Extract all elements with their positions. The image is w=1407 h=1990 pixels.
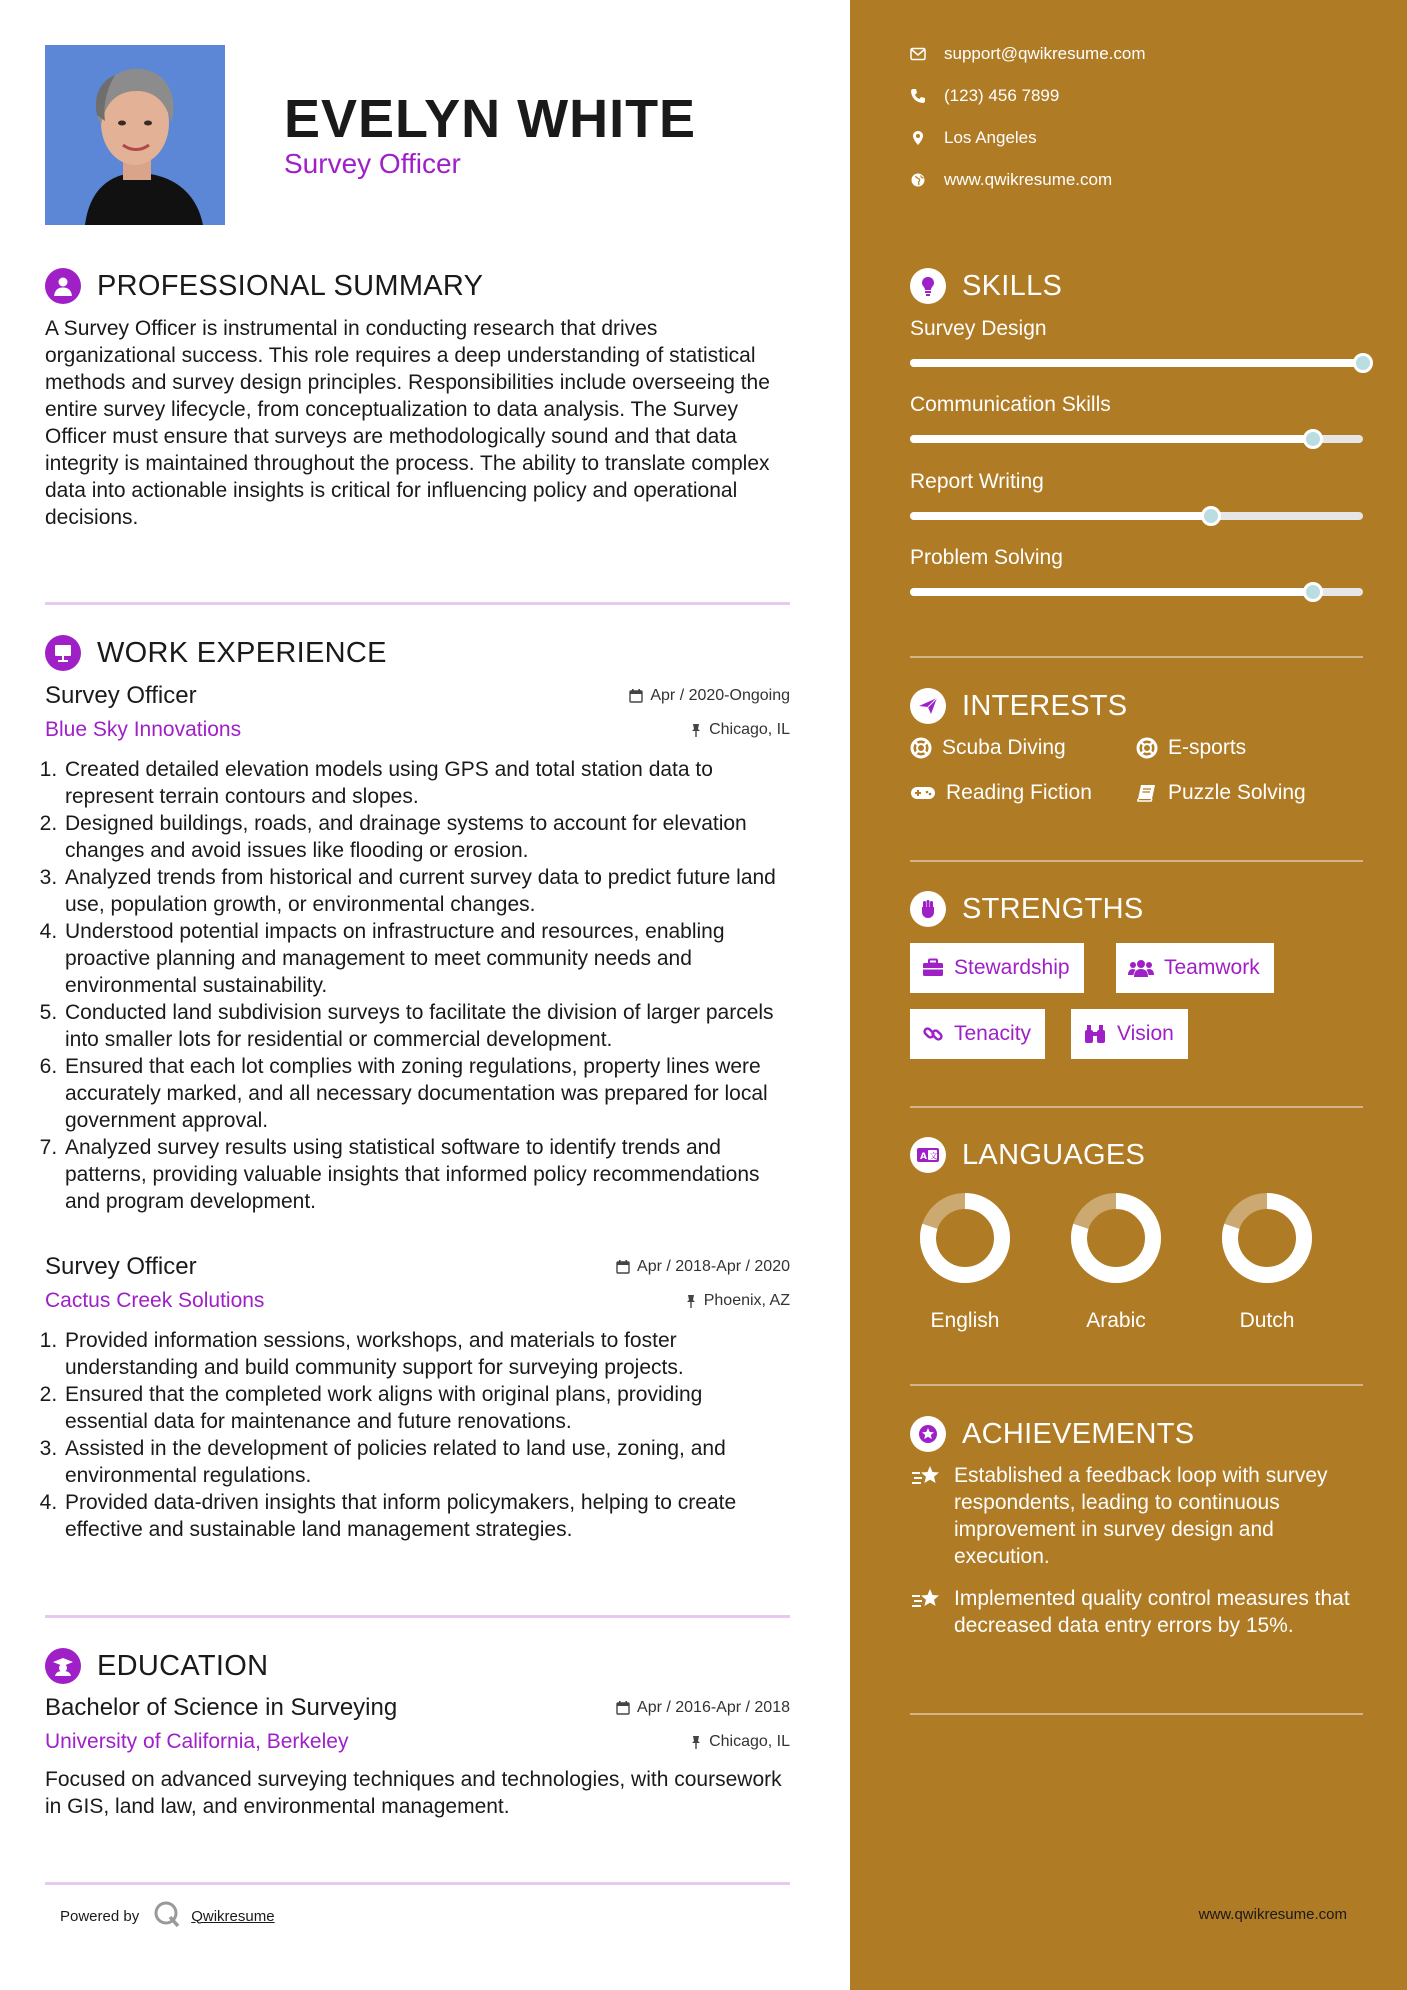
skill-knob [1201,506,1221,526]
contact-website: www.qwikresume.com [910,170,1112,190]
mail-icon [910,47,926,61]
user-icon [45,268,81,304]
svg-text:文: 文 [929,1151,938,1161]
translate-icon [910,1137,946,1173]
interest-item: E-sports [1136,736,1246,760]
job-location: Chicago, IL [690,721,790,739]
strength-badge: Vision [1071,1009,1188,1059]
powered-by: Powered by Qwikresume [60,1900,275,1932]
globe-icon [910,172,926,188]
binoculars-icon [1083,1023,1107,1045]
language-name: Arabic [1086,1309,1146,1332]
interest-item: Puzzle Solving [1136,781,1306,805]
shooting-star-icon [910,1464,944,1490]
divider [910,1106,1363,1108]
profile-photo [45,45,225,225]
contact-email: support@qwikresume.com [910,44,1146,64]
language-name: English [930,1309,1000,1332]
job-dates: Apr / 2020-Ongoing [629,687,790,705]
experience-heading: WORK EXPERIENCE [45,635,387,671]
summary-text: A Survey Officer is instrumental in conducting research that drives organizational success. This role requires a deep understanding of statistical methods and survey design principles. Responsibilities include overseeing the entire survey lifecycle, from conceptualization to data analysis. The Survey Officer must ensure that surveys are methodologically sound and that data integrity is maintained throughout the process. The ability to translate complex data into actionable insights is critical for influencing policy and operational decisions. [45,317,770,529]
qwikresume-logo-icon [153,1900,181,1932]
list-item: 6. Ensured that each lot complies with zoning regulations, property lines were accurately marked, and all necessary documentation was prepared for local government approval. [63,1053,790,1134]
skill-bar [910,435,1363,443]
contact-phone: (123) 456 7899 [910,86,1059,106]
education-description: Focused on advanced surveying techniques and technologies, with coursework in GIS, land law, and environmental management. [45,1768,782,1818]
skill-item [910,317,1363,367]
job-dates: Apr / 2018-Apr / 2020 [616,1258,790,1276]
list-item: 3. Analyzed trends from historical and current survey data to predict future land use, population growth, or environmental changes. [63,864,790,918]
skill-knob [1303,429,1323,449]
language-ring [1212,1190,1322,1290]
language-ring [910,1190,1020,1290]
lifebuoy-icon [1136,737,1158,759]
location-pin-icon [910,130,926,146]
education-location: Chicago, IL [690,1733,790,1751]
skill-name: Communication Skills [910,393,1111,416]
divider [910,656,1363,658]
language-item [910,1190,1020,1333]
education-dates: Apr / 2016-Apr / 2018 [616,1699,790,1717]
divider [45,1882,790,1885]
link-icon [922,1023,944,1045]
calendar-icon [629,689,643,703]
job-location: Phoenix, AZ [685,1292,790,1310]
skill-bar [910,588,1363,596]
achievements-heading: ACHIEVEMENTS [910,1416,1194,1452]
achievement-item: Established a feedback loop with survey respondents, leading to continuous improvement in survey design and execution. [910,1462,1363,1570]
skill-fill [910,512,1211,520]
skill-name: Survey Design [910,317,1047,340]
job-bullets [45,1327,790,1543]
list-item: 4. Understood potential impacts on infrastructure and resources, enabling proactive planning and management to meet community needs and environmental sustainability. [63,918,790,999]
job-company: Cactus Creek Solutions [45,1289,265,1312]
book-icon [1136,782,1158,804]
languages-heading: A 文 LANGUAGES [910,1137,1145,1173]
candidate-title: Survey Officer [284,148,461,179]
language-item [1212,1190,1322,1333]
skill-knob [1353,353,1373,373]
shooting-star-icon [910,1587,944,1613]
strength-badge: Tenacity [910,1009,1045,1059]
language-ring [1061,1190,1171,1290]
job-role: Survey Officer [45,1253,197,1280]
footer-website: www.qwikresume.com [1198,1906,1347,1923]
skill-fill [910,588,1313,596]
skill-name: Report Writing [910,470,1044,493]
list-item: 3. Assisted in the development of policies related to land use, zoning, and environmental regulations. [63,1435,790,1489]
skills-heading: SKILLS [910,268,1062,304]
job-company: Blue Sky Innovations [45,718,242,741]
skill-item [910,546,1363,596]
contact-location: Los Angeles [910,128,1037,148]
skill-fill [910,435,1313,443]
qwikresume-link[interactable]: Qwikresume [191,1907,275,1925]
interests-heading: INTERESTS [910,688,1127,724]
summary-heading: PROFESSIONAL SUMMARY [45,268,483,304]
skill-bar [910,359,1363,367]
users-icon [1128,958,1154,978]
language-item [1061,1190,1171,1333]
job-bullets [45,756,790,1215]
graduate-icon [45,1648,81,1684]
list-item: 7. Analyzed survey results using statistical software to identify trends and patterns, providing valuable insights that informed policy recommendations and program development. [63,1134,790,1215]
divider [910,1384,1363,1386]
fist-icon [910,891,946,927]
gamepad-icon [910,784,936,802]
pin-icon [685,1294,697,1308]
strengths-heading: STRENGTHS [910,891,1144,927]
skill-item [910,393,1363,443]
job-entry [45,1253,790,1543]
svg-text:A: A [920,1152,927,1162]
education-entry [45,1694,790,1820]
skill-fill [910,359,1363,367]
sidebar [850,0,1407,1990]
job-role: Survey Officer [45,682,197,709]
job-entry [45,682,790,1215]
candidate-name: EVELYN WHITE [284,89,697,149]
education-heading: EDUCATION [45,1648,268,1684]
list-item: 2. Designed buildings, roads, and drainage systems to account for elevation changes and avoid issues like flooding or erosion. [63,810,790,864]
list-item: 1. Created detailed elevation models using GPS and total station data to represent terrain contours and slopes. [63,756,790,810]
pin-icon [690,1735,702,1749]
language-name: Dutch [1239,1309,1295,1332]
list-item: 5. Conducted land subdivision surveys to facilitate the division of larger parcels into smaller lots for residential or commercial development. [63,999,790,1053]
strength-badge: Stewardship [910,943,1084,993]
skill-name: Problem Solving [910,546,1063,569]
strength-badge: Teamwork [1116,943,1274,993]
briefcase-icon [922,958,944,978]
paper-plane-icon [910,688,946,724]
list-item: 4. Provided data-driven insights that inform policymakers, helping to create effective and sustainable land management strategies. [63,1489,790,1543]
lifebuoy-icon [910,737,932,759]
calendar-icon [616,1701,630,1715]
skill-item [910,470,1363,520]
divider [910,860,1363,862]
list-item: 1. Provided information sessions, workshops, and materials to foster understanding and build community support for surveying projects. [63,1327,790,1381]
lightbulb-icon [910,268,946,304]
interest-item: Reading Fiction [910,781,1092,805]
divider [910,1713,1363,1715]
star-badge-icon [910,1416,946,1452]
list-item: 2. Ensured that the completed work aligns with original plans, providing essential data for maintenance and future renovations. [63,1381,790,1435]
interest-item: Scuba Diving [910,736,1066,760]
divider [45,1615,790,1618]
skill-bar [910,512,1363,520]
degree: Bachelor of Science in Surveying [45,1694,398,1721]
achievement-item: Implemented quality control measures that decreased data entry errors by 15%. [910,1585,1363,1639]
pin-icon [690,723,702,737]
presenter-icon [45,635,81,671]
skill-knob [1303,582,1323,602]
school: University of California, Berkeley [45,1730,349,1753]
phone-icon [910,88,926,104]
calendar-icon [616,1260,630,1274]
divider [45,602,790,605]
